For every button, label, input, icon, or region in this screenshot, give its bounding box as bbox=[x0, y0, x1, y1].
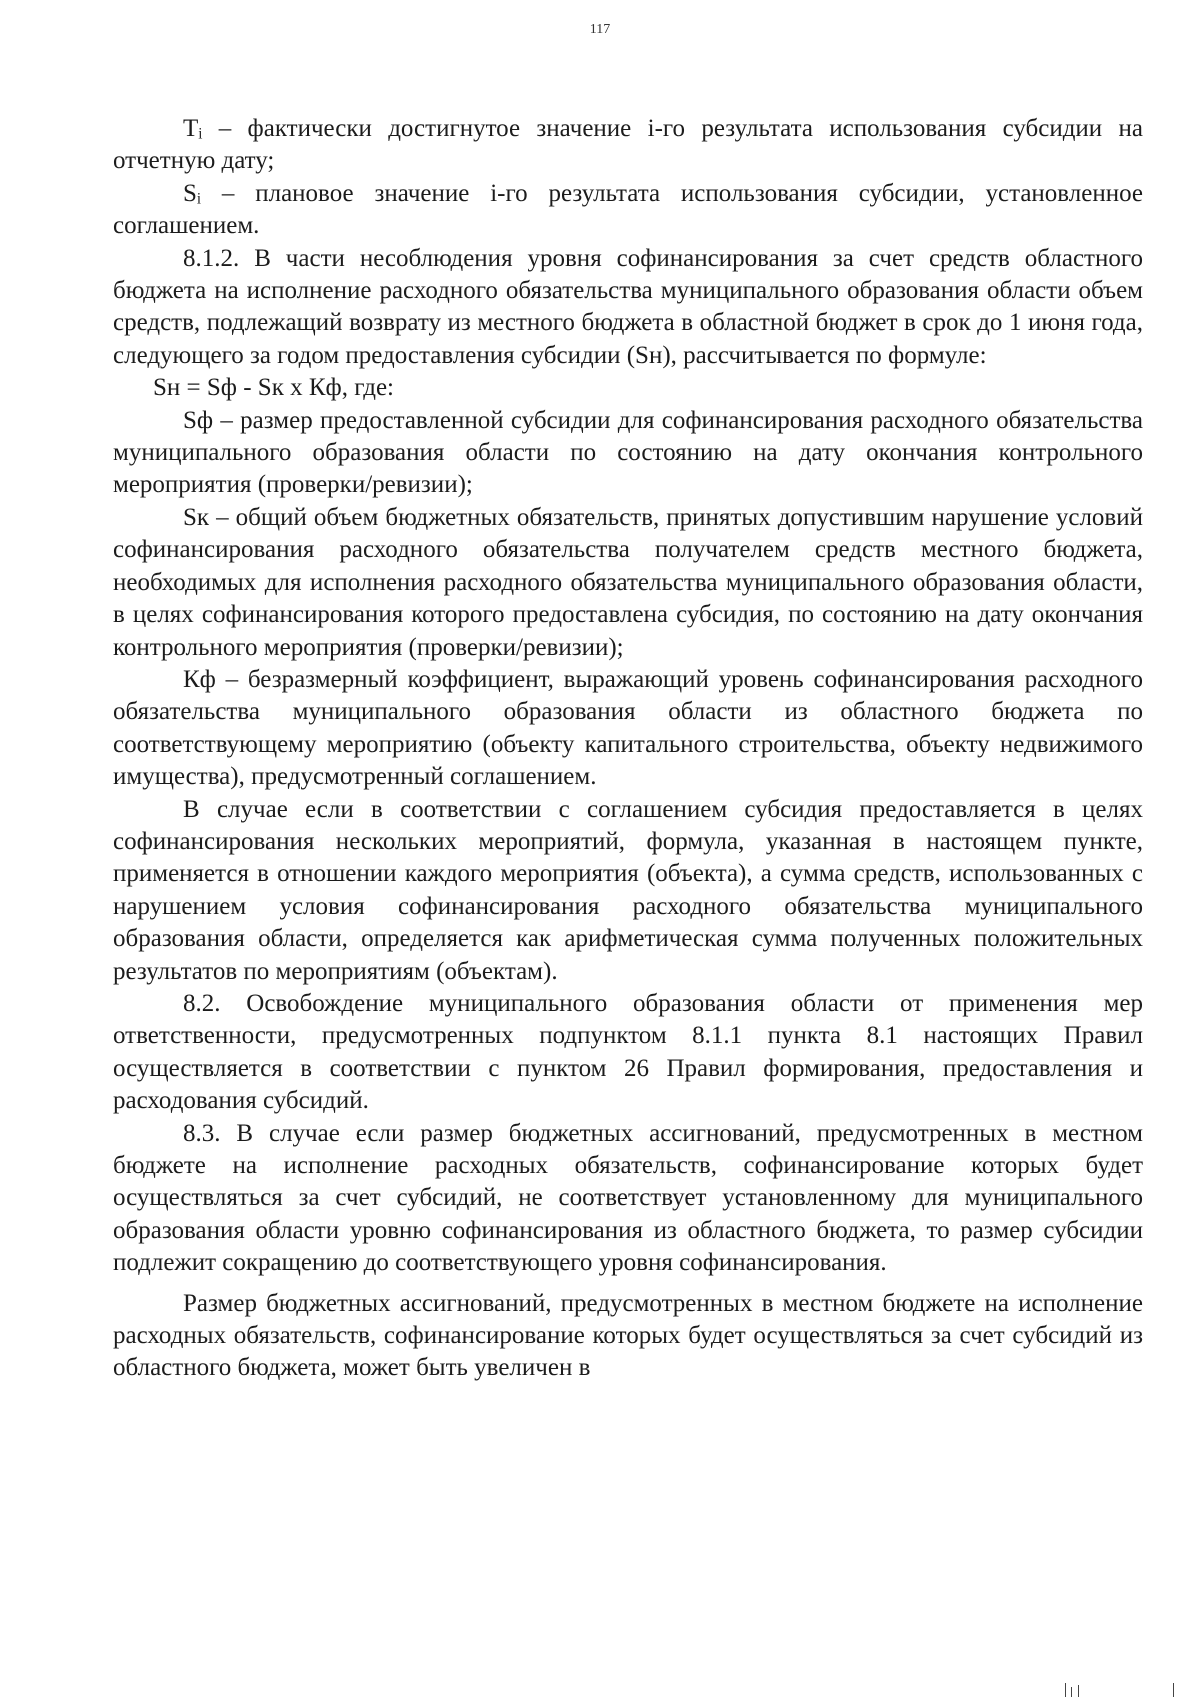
paragraph-8-3: 8.3. В случае если размер бюджетных ассигнований, предусмотренных в местном бюджете на исполнение расходных обязательств, софинансирование которых будет осуществляться за счет субсидий, не соответствует установленному для муниципального образования области уровню софинансирования из областного бюджета, то размер субсидии подлежит сокращению до соответствующего уровня софинансирования. bbox=[113, 1119, 1143, 1277]
paragraph-sf-definition: Sф – размер предоставленной субсидии для софинансирования расходного обязательства муниципального образования области по состоянию на дату окончания контрольного мероприятия (проверки/ревизии); bbox=[113, 406, 1143, 499]
paragraph-8-2: 8.2. Освобождение муниципального образования области от применения мер ответственности, предусмотренных подпунктом 8.1.1 пункта 8.1 настоящих Правил осуществляется в соответствии с пунктом 26 Правил формирования, предоставления и расходования субсидий. bbox=[113, 989, 1143, 1115]
scan-mark bbox=[1078, 1685, 1079, 1697]
paragraph-ti-definition: Tᵢ – фактически достигнутое значение i-го результата использования субсидии на отчетную дату; bbox=[113, 115, 1143, 175]
paragraph-multiple-measures: В случае если в соответствии с соглашением субсидия предоставляется в целях софинансирования нескольких мероприятий, формула, указанная в настоящем пункте, применяется в отношении каждого мероприятия (объекта), а сумма средств, использованных с нарушением условия софинансирования расходного обязательства муниципального образования области, определяется как арифметическая сумма полученных положительных результатов по мероприятиям (объектам). bbox=[113, 795, 1143, 985]
paragraph-budget-allocations: Размер бюджетных ассигнований, предусмотренных в местном бюджете на исполнение расходных обязательств, софинансирование которых будет осуществляться за счет субсидий из областного бюджета, может быть увеличен в bbox=[113, 1289, 1143, 1382]
document-body bbox=[113, 113, 1143, 1385]
scan-mark bbox=[1071, 1687, 1072, 1697]
formula-sn: Sн = Sф - Sк х Кф, где: bbox=[153, 374, 395, 402]
paragraph-sk-definition: Sк – общий объем бюджетных обязательств, принятых допустившим нарушение условий софинансирования расходного обязательства получателем средств местного бюджета, необходимых для исполнения расходного обязательства муниципального образования области, в целях софинансирования которого предоставлена субсидия, по состоянию на дату окончания контрольного мероприятия (проверки/ревизии); bbox=[113, 503, 1143, 661]
paragraph-8-1-2: 8.1.2. В части несоблюдения уровня софинансирования за счет средств областного бюджета на исполнение расходного обязательства муниципального образования области объем средств, подлежащий возврату из местного бюджета в областной бюджет в срок до 1 июня года, следующего за годом предоставления субсидии (Sн), рассчитывается по формуле: bbox=[113, 244, 1143, 369]
scan-mark bbox=[1173, 1683, 1174, 1697]
scan-mark bbox=[1065, 1683, 1066, 1697]
paragraph-si-definition: Sᵢ – плановое значение i-го результата использования субсидии, установленное соглашением. bbox=[113, 179, 1143, 240]
paragraph-kf-definition: Кф – безразмерный коэффициент, выражающий уровень софинансирования расходного обязательства муниципального образования области из областного бюджета по соответствующему мероприятию (объекту капитального строительства, объекту недвижимого имущества), предусмотренный соглашением. bbox=[113, 665, 1143, 791]
page-number: 117 bbox=[589, 22, 611, 37]
